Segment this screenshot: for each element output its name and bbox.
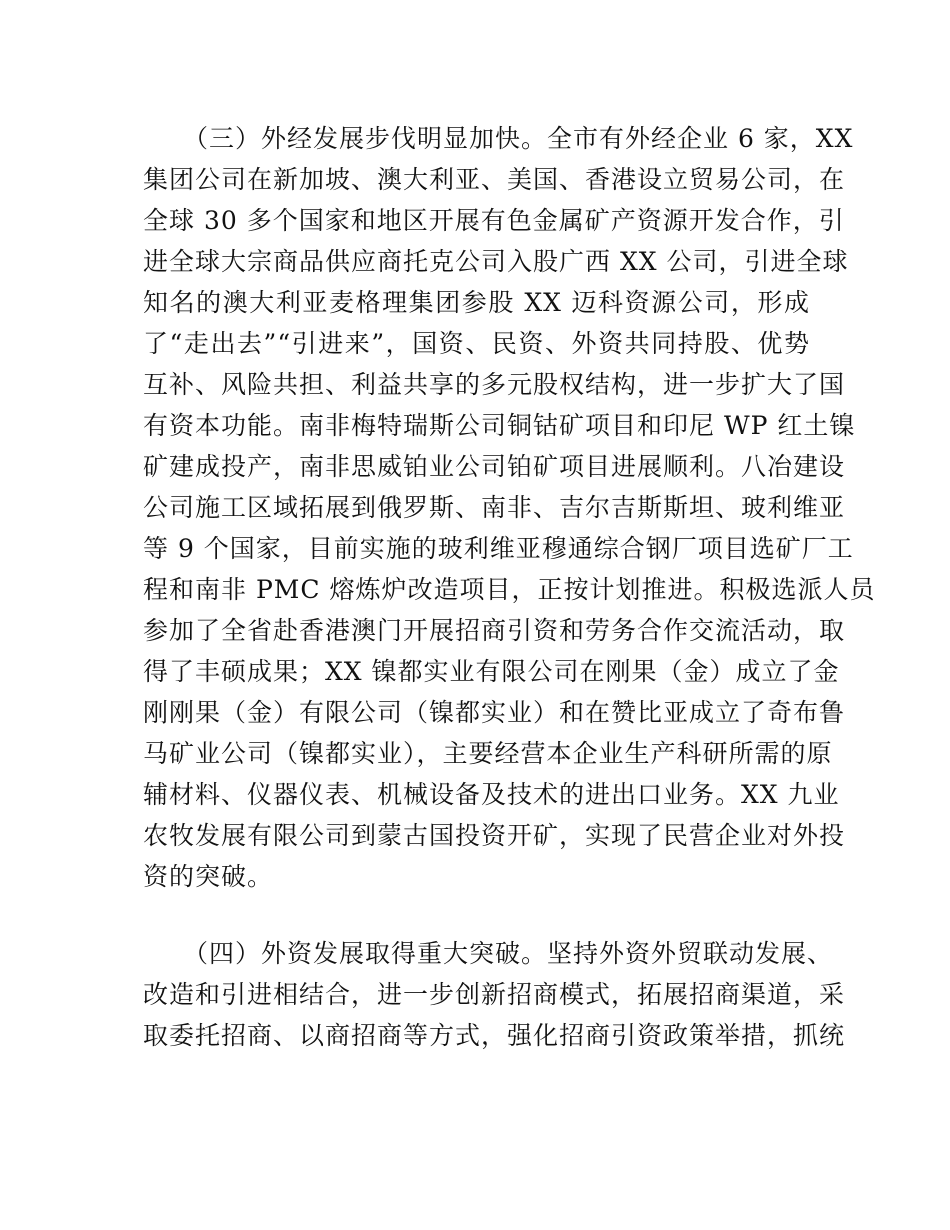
text-line: 公司施工区域拓展到俄罗斯、南非、吉尔吉斯斯坦、玻利维亚 (143, 493, 846, 522)
text-line: 资的突破。 (143, 862, 274, 891)
text-line: 全球 30 多个国家和地区开展有色金属矿产资源开发合作，引 (143, 206, 845, 235)
paragraph-foreign-investment-breakthrough (143, 933, 846, 1056)
text-line: 农牧发展有限公司到蒙古国投资开矿，实现了民营企业对外投 (143, 821, 846, 850)
text-line: 互补、风险共担、利益共享的多元股权结构，进一步扩大了国 (143, 370, 846, 399)
paragraph-foreign-economic-development (143, 118, 876, 897)
text-line: 改造和引进相结合，进一步创新招商模式，拓展招商渠道，采 (143, 980, 846, 1009)
text-line: 进全球大宗商品供应商托克公司入股广西 XX 公司，引进全球 (143, 247, 849, 276)
text-line: 了“走出去”“引进来”，国资、民资、外资共同持股、优势 (143, 329, 810, 358)
text-line: 知名的澳大利亚麦格理集团参股 XX 迈科资源公司，形成 (143, 288, 810, 317)
text-line: （四）外资发展取得重大突破。坚持外资外贸联动发展、 (183, 939, 834, 968)
text-line: 有资本功能。南非梅特瑞斯公司铜钴矿项目和印尼 WP 红土镍 (143, 411, 856, 440)
text-line: （三）外经发展步伐明显加快。全市有外经企业 6 家，XX (183, 124, 854, 153)
text-line: 等 9 个国家，目前实施的玻利维亚穆通综合钢厂项目选矿厂工 (143, 534, 854, 563)
text-line: 矿建成投产，南非思威铂业公司铂矿项目进展顺利。八冶建设 (143, 452, 846, 481)
text-line: 参加了全省赴香港澳门开展招商引资和劳务合作交流活动，取 (143, 616, 846, 645)
text-line: 刚刚果（金）有限公司（镍都实业）和在赞比亚成立了奇布鲁 (143, 698, 846, 727)
text-line: 辅材料、仪器仪表、机械设备及技术的进出口业务。XX 九业 (143, 780, 840, 809)
text-line: 取委托招商、以商招商等方式，强化招商引资政策举措，抓统 (143, 1021, 846, 1050)
text-line: 得了丰硕成果；XX 镍都实业有限公司在刚果（金）成立了金 (143, 657, 840, 686)
text-line: 集团公司在新加坡、澳大利亚、美国、香港设立贸易公司，在 (143, 165, 846, 194)
text-line: 程和南非 PMC 熔炼炉改造项目，正按计划推进。积极选派人员 (143, 575, 876, 604)
text-line: 马矿业公司（镍都实业），主要经营本企业生产科研所需的原 (143, 739, 833, 768)
